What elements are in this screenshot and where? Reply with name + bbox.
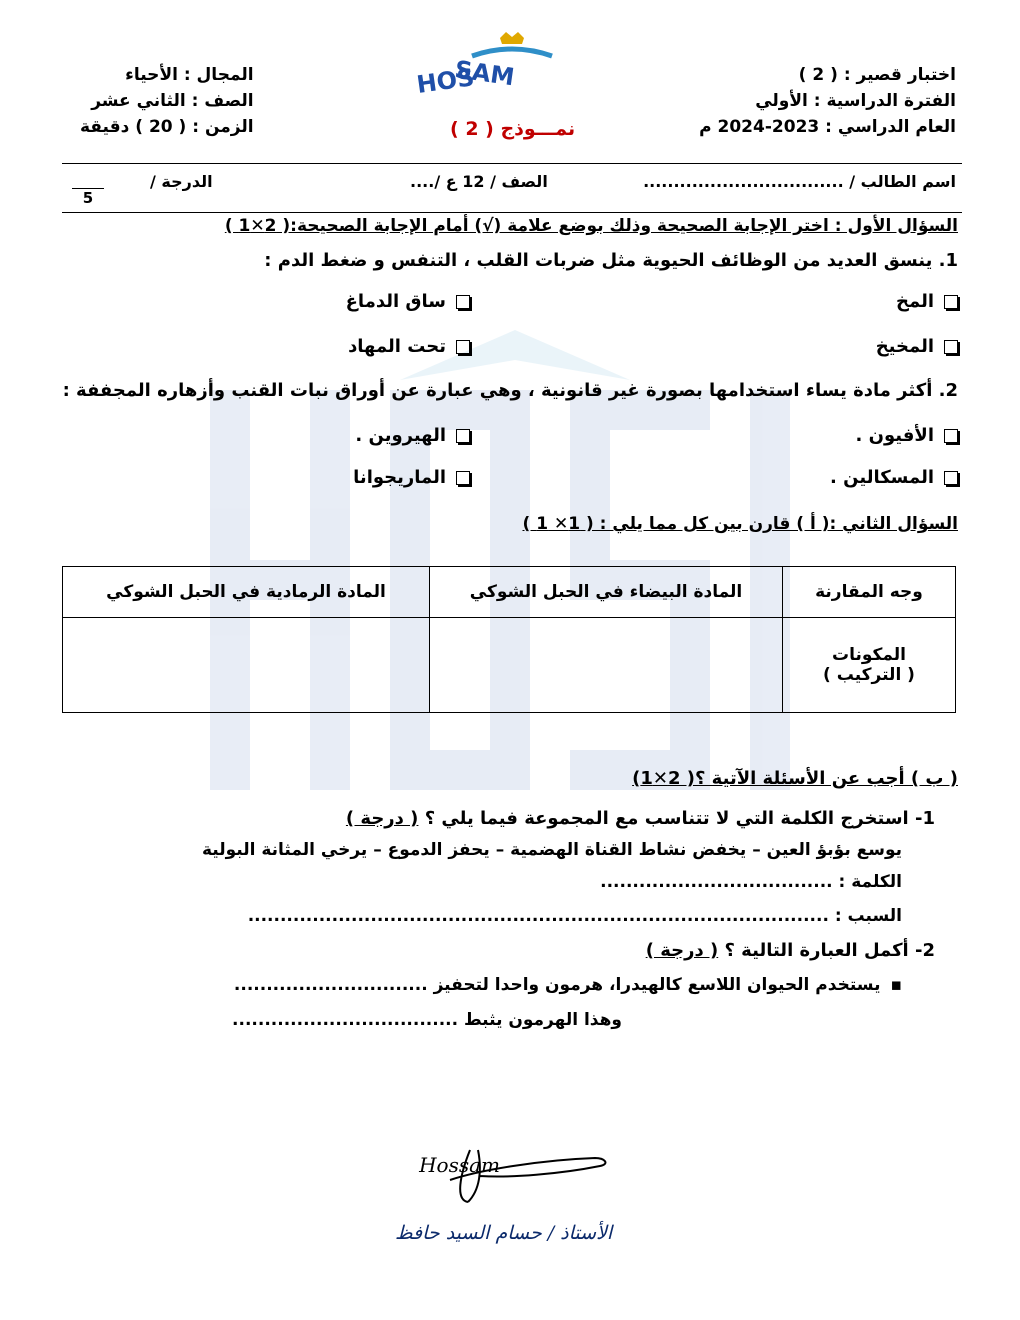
q2b-item1-reason[interactable]: السبب : .......................................................................................... <box>247 906 902 926</box>
checkbox-icon[interactable] <box>456 429 470 443</box>
checkbox-icon[interactable] <box>456 340 470 354</box>
option-label: المخ <box>896 291 934 312</box>
q2b-item1-list: يوسع بؤبؤ العين – يخفض نشاط القناة الهضمية – يحفز الدموع – يرخي المثانة البولية <box>201 840 902 860</box>
q2b-item2-line1-row <box>234 975 902 995</box>
info-divider <box>62 212 962 213</box>
signature-image <box>420 1130 620 1210</box>
q1-item2-option-a[interactable] <box>856 425 958 446</box>
table-header: المادة الرمادية في الحبل الشوكي <box>63 567 430 618</box>
row-label-line: المكونات <box>831 645 906 665</box>
class-field[interactable]: الصف / 12 ع /.... <box>410 172 548 191</box>
signature-text: Hossam <box>419 1153 500 1177</box>
school-year: العام الدراسي : 2023-2024 م <box>699 117 956 137</box>
q1-item1-option-a[interactable] <box>896 291 958 312</box>
duration: الزمن : ( 20 ) دقيقة <box>80 117 254 137</box>
q1-item1-stem: 1. ينسق العديد من الوظائف الحيوية مثل ضربات القلب ، التنفس و ضغط الدم : <box>264 250 958 271</box>
option-label: ساق الدماغ <box>345 291 446 312</box>
q2b-item2-line2[interactable]: وهذا الهرمون يثبط ................................... <box>232 1010 622 1030</box>
q1-title: السؤال الأول : اختر الإجابة الصحيحة وذلك بوضع علامة (√) أمام الإجابة الصحيحة:( 2✕1 ) <box>224 216 958 236</box>
q2b-item1-stem: 1- استخرج الكلمة التي لا تتناسب مع المجموعة فيما يلي ؟ <box>424 808 935 829</box>
header-right <box>699 62 956 140</box>
table-row <box>63 618 956 713</box>
table-header: المادة البيضاء في الحبل الشوكي <box>430 567 783 618</box>
grade-total: 5 <box>82 189 94 207</box>
q1-item2-stem: 2. أكثر مادة يساء استخدامها بصورة غير قانونية ، وهي عبارة عن أوراق نبات القنب وأزهاره المجففة : <box>62 380 958 401</box>
q2b-item1-word[interactable]: الكلمة : .................................... <box>600 872 902 892</box>
q2b-item2-line1[interactable]: يستخدم الحيوان اللاسع كالهيدرا، هرمون واحدا لتحفيز .............................. <box>233 975 881 995</box>
q1-item2-option-d[interactable] <box>353 467 470 488</box>
answer-cell-gray-matter[interactable] <box>63 618 430 713</box>
option-label: الهيروين . <box>355 425 446 446</box>
q1-item1-option-b[interactable] <box>346 291 470 312</box>
checkbox-icon[interactable] <box>944 295 958 309</box>
q2b-item2-stem-row <box>646 940 935 961</box>
option-label: الأفيون . <box>855 425 934 446</box>
row-label-line: ( التركيب ) <box>823 665 915 685</box>
hossam-logo <box>414 30 558 110</box>
comparison-table <box>62 566 956 713</box>
grade-fraction <box>72 172 104 207</box>
answer-cell-white-matter[interactable] <box>430 618 783 713</box>
option-label: المخيخ <box>875 336 934 357</box>
checkbox-icon[interactable] <box>944 340 958 354</box>
term: الفترة الدراسية : الأولي <box>755 91 956 111</box>
model-number: نمـــوذج ( 2 ) <box>450 118 576 140</box>
option-label: المسكالين . <box>830 467 934 488</box>
option-label: تحت المهاد <box>348 336 446 357</box>
q2b-item2-mark: ( درجة ) <box>645 940 719 961</box>
q2b-title: ( ب ) أجب عن الأسئلة الآتية ؟( 2✕1) <box>632 768 958 789</box>
bullet-icon: ▪ <box>890 975 902 995</box>
q2b-item1-mark: ( درجة ) <box>345 808 419 829</box>
q2b-item2-stem: 2- أكمل العبارة التالية ؟ <box>724 940 935 961</box>
q1-item1-option-d[interactable] <box>348 336 470 357</box>
crown-icon <box>500 32 524 44</box>
header-divider <box>62 163 962 164</box>
table-header: وجه المقارنة <box>783 567 956 618</box>
q2b-item1-stem-row <box>346 808 935 829</box>
q1-item2-option-c[interactable] <box>830 467 958 488</box>
grade-level: الصف : الثاني عشر <box>91 91 254 111</box>
option-label: الماريجوانا <box>353 467 446 488</box>
checkbox-icon[interactable] <box>456 295 470 309</box>
row-label <box>783 618 956 713</box>
subject: المجال : الأحياء <box>125 65 254 85</box>
svg-text:HOS: HOS <box>414 63 477 99</box>
table-header-row <box>63 567 956 618</box>
q1-item2-option-b[interactable] <box>355 425 470 446</box>
svg-text:SAM: SAM <box>453 55 517 92</box>
q1-item1-option-c[interactable] <box>876 336 958 357</box>
checkbox-icon[interactable] <box>944 471 958 485</box>
exam-title: اختبار قصير : ( 2 ) <box>798 65 956 85</box>
header-left <box>80 62 254 140</box>
checkbox-icon[interactable] <box>944 429 958 443</box>
teacher-name: الأستاذ / حسام السيد حافظ <box>395 1222 613 1244</box>
q2a-title: السؤال الثاني :( أ ) قارن بين كل مما يلي : ( 1✕ 1 ) <box>522 514 958 534</box>
grade-label: الدرجة / <box>150 172 213 191</box>
student-name-field[interactable]: اسم الطالب / ................................. <box>643 172 956 191</box>
checkbox-icon[interactable] <box>456 471 470 485</box>
